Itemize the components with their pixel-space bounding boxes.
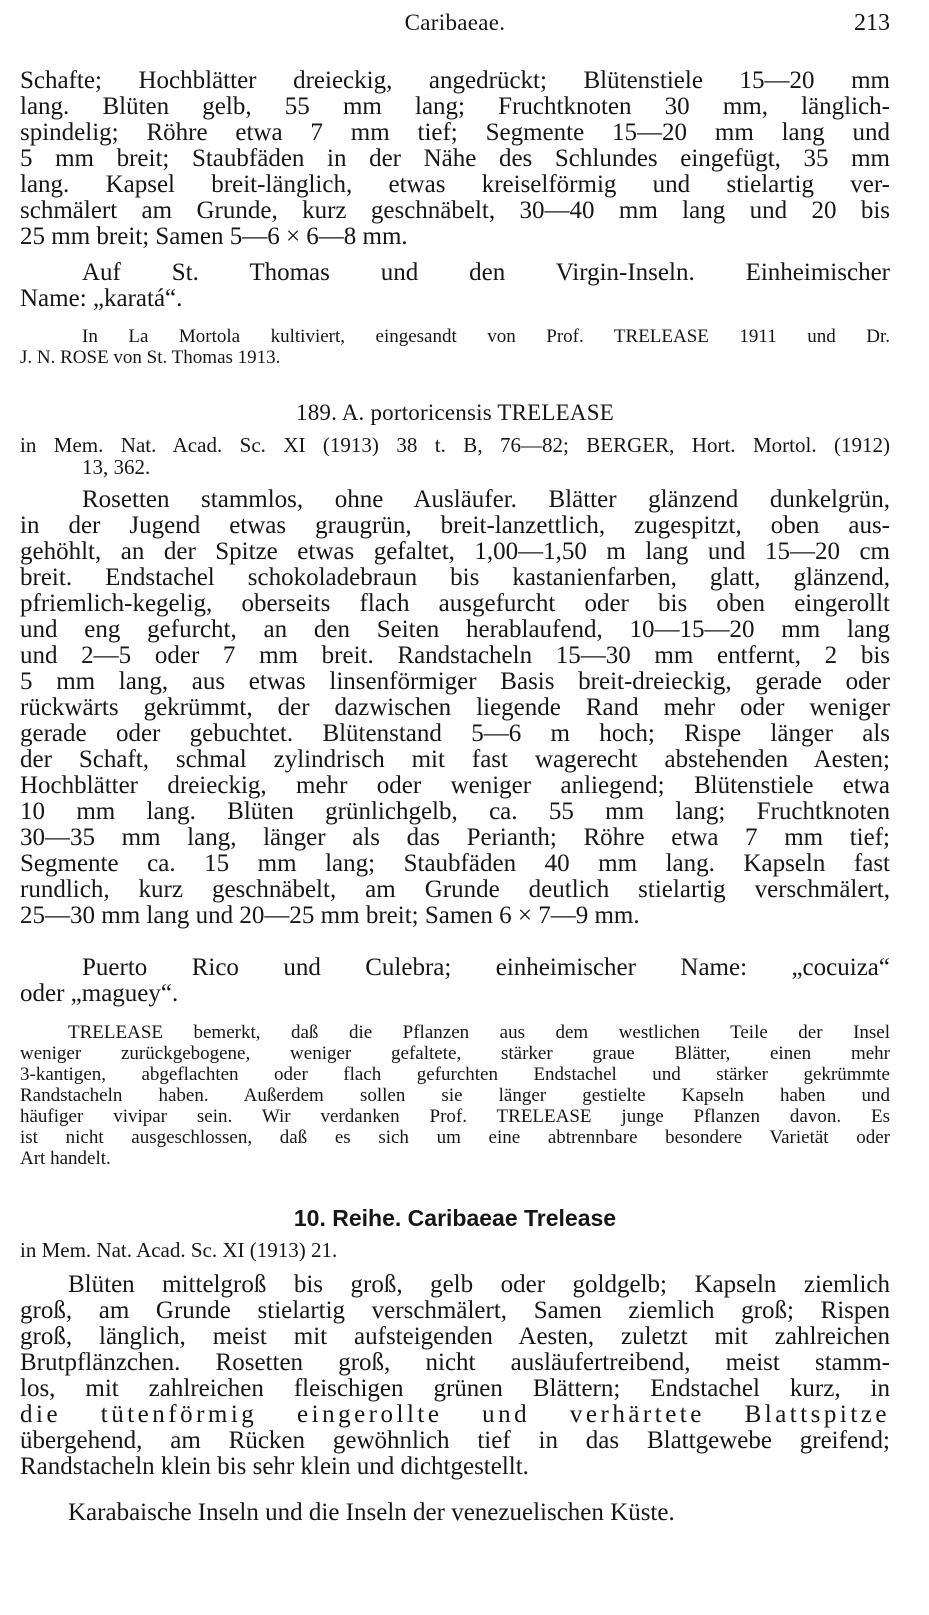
text-line: die tütenförmig eingerollte und verhärtete Blattspitze — [20, 1402, 890, 1428]
text-line: häufiger vivipar sein. Wir verdanken Prof. TRELEASE junge Pflanzen davon. Es — [20, 1106, 890, 1127]
text-line: Blüten mittelgroß bis groß, gelb oder goldgelb; Kapseln ziemlich — [68, 1272, 890, 1298]
text-line: 30—35 mm lang, länger als das Perianth; Röhre etwa 7 mm tief; — [20, 825, 890, 851]
text-line: gerade oder gebuchtet. Blütenstand 5—6 m hoch; Rispe länger als — [20, 721, 890, 747]
note-trelease-remarks — [20, 1022, 890, 1169]
text-line: oder „maguey“. — [20, 981, 179, 1007]
text-line: spindelig; Röhre etwa 7 mm tief; Segmente 15—20 mm lang und — [20, 120, 890, 146]
running-title: Caribaeae. — [404, 10, 506, 35]
text-line: TRELEASE bemerkt, daß die Pflanzen aus dem westlichen Teile der Insel — [68, 1022, 890, 1043]
page-number: 213 — [854, 10, 890, 36]
text-line: Segmente ca. 15 mm lang; Staubfäden 40 mm lang. Kapseln fast — [20, 851, 890, 877]
text-line: in der Jugend etwas graugrün, breit-lanzettlich, zugespitzt, oben aus- — [20, 513, 890, 539]
paragraph-distribution-puerto-rico — [20, 955, 890, 1007]
text-line: Randstacheln haben. Außerdem sollen sie länger gestielte Kapseln haben und — [20, 1085, 890, 1106]
text-line: ist nicht ausgeschlossen, daß es sich um eine abtrennbare besondere Varietät oder — [20, 1127, 890, 1148]
text-line: Name: „karatá“. — [20, 286, 183, 312]
text-line: 5 mm lang, aus etwas linsenförmiger Basis breit-dreieckig, gerade oder — [20, 669, 890, 695]
text-line: 13, 362. — [82, 456, 151, 478]
text-line: 10 mm lang. Blüten grünlichgelb, ca. 55 mm lang; Fruchtknoten — [20, 799, 890, 825]
text-line: Brutpflänzchen. Rosetten groß, nicht ausläufertreibend, meist stamm- — [20, 1350, 890, 1376]
species-citation — [20, 434, 890, 478]
text-line: groß, länglich, meist mit aufsteigenden Aesten, zuletzt mit zahlreichen — [20, 1324, 890, 1350]
text-line: rundlich, kurz geschnäbelt, am Grunde deutlich stielartig verschmälert, — [20, 877, 890, 903]
paragraph-section-distribution — [20, 1500, 890, 1526]
text-line: Randstacheln klein bis sehr klein und dichtgestellt. — [20, 1454, 529, 1480]
text-line: Auf St. Thomas und den Virgin-Inseln. Einheimischer — [82, 260, 890, 286]
text-line: Schafte; Hochblätter dreieckig, angedrückt; Blütenstiele 15—20 mm — [20, 68, 890, 94]
running-head — [20, 10, 890, 42]
paragraph-species-description — [20, 487, 890, 929]
paragraph-distribution-st-thomas — [20, 260, 890, 312]
section-citation — [20, 1239, 890, 1261]
text-line: Puerto Rico und Culebra; einheimischer Name: „cocuiza“ — [82, 955, 890, 981]
paragraph-description-continued — [20, 68, 890, 250]
text-line: gehöhlt, an der Spitze etwas gefaltet, 1,00—1,50 m lang und 15—20 cm — [20, 539, 890, 565]
text-line: der Schaft, schmal zylindrisch mit fast wagerecht abstehenden Aesten; — [20, 747, 890, 773]
text-line: pfriemlich-kegelig, oberseits flach ausgefurcht oder bis oben eingerollt — [20, 591, 890, 617]
text-line: übergehend, am Rücken gewöhnlich tief in das Blattgewebe greifend; — [20, 1428, 890, 1454]
text-line: Art handelt. — [20, 1148, 111, 1169]
text-line: groß, am Grunde stielartig verschmälert, Samen ziemlich groß; Rispen — [20, 1298, 890, 1324]
text-line: in Mem. Nat. Acad. Sc. XI (1913) 21. — [20, 1239, 338, 1261]
book-page — [20, 0, 890, 1615]
text-line: rückwärts gekrümmt, der dazwischen liegende Rand mehr oder weniger — [20, 695, 890, 721]
text-line: weniger zurückgebogene, weniger gefaltete, stärker graue Blätter, einen mehr — [20, 1043, 890, 1064]
text-line: in Mem. Nat. Acad. Sc. XI (1913) 38 t. B, 76—82; BERGER, Hort. Mortol. (1912) — [20, 434, 890, 456]
note-cultivation — [20, 326, 890, 368]
text-line: los, mit zahlreichen fleischigen grünen Blättern; Endstachel kurz, in — [20, 1376, 890, 1402]
text-line: 3-kantigen, abgeflachten oder flach gefurchten Endstachel und stärker gekrümmte — [20, 1064, 890, 1085]
text-line: 25 mm breit; Samen 5—6 × 6—8 mm. — [20, 224, 408, 250]
text-line: schmälert am Grunde, kurz geschnäbelt, 30—40 mm lang und 20 bis — [20, 198, 890, 224]
text-line: Rosetten stammlos, ohne Ausläufer. Blätter glänzend dunkelgrün, — [82, 487, 890, 513]
text-line: lang. Blüten gelb, 55 mm lang; Fruchtknoten 30 mm, länglich- — [20, 94, 890, 120]
text-line: lang. Kapsel breit-länglich, etwas kreiselförmig und stielartig ver- — [20, 172, 890, 198]
text-line: 25—30 mm lang und 20—25 mm breit; Samen 6 × 7—9 mm. — [20, 903, 640, 929]
text-line: breit. Endstachel schokoladebraun bis kastanienfarben, glatt, glänzend, — [20, 565, 890, 591]
text-line: Karabaische Inseln und die Inseln der venezuelischen Küste. — [68, 1500, 675, 1526]
text-line: In La Mortola kultiviert, eingesandt von Prof. TRELEASE 1911 und Dr. — [82, 326, 890, 347]
text-line: Hochblätter dreieckig, mehr oder weniger anliegend; Blütenstiele etwa — [20, 773, 890, 799]
section-heading: 10. Reihe. Caribaeae Trelease — [293, 1205, 617, 1231]
species-heading: 189. A. portoricensis TRELEASE — [296, 400, 614, 425]
text-line: 5 mm breit; Staubfäden in der Nähe des Schlundes eingefügt, 35 mm — [20, 146, 890, 172]
text-line: und 2—5 oder 7 mm breit. Randstacheln 15—30 mm entfernt, 2 bis — [20, 643, 890, 669]
paragraph-section-description — [20, 1272, 890, 1480]
text-line: J. N. ROSE von St. Thomas 1913. — [20, 347, 281, 368]
text-line: und eng gefurcht, an den Seiten herablaufend, 10—15—20 mm lang — [20, 617, 890, 643]
